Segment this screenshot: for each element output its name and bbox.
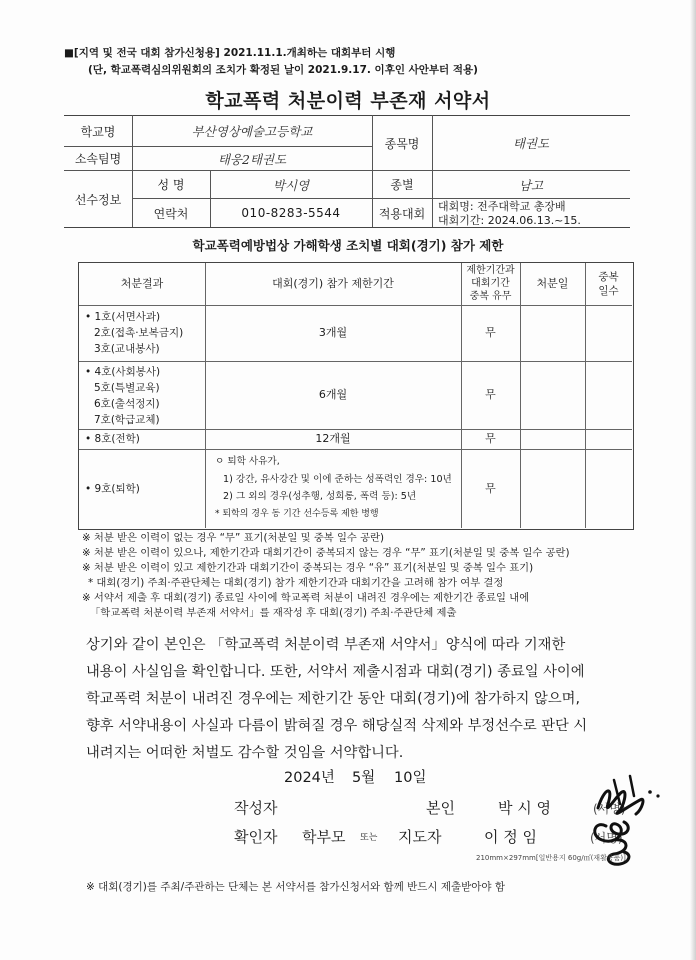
date-day: 10일: [394, 770, 427, 786]
restriction-table: [78, 262, 634, 530]
class-label: 종별: [390, 178, 414, 192]
pledge-line-2: 내용이 사실임을 확인합니다. 또한, 서약서 제출시점과 대회(경기) 종료일 사이에: [86, 664, 585, 680]
header-overlap: 제한기간과 대회기간 중복 유무: [466, 265, 515, 302]
date-year: 2024년: [284, 770, 335, 786]
team-value: 태웅2태권도: [217, 151, 287, 167]
competition-period: 대회기간: 2024.06.13.~15.: [438, 214, 581, 227]
self-label: 본인: [426, 799, 455, 817]
row-3-results: • 8호(전학): [85, 433, 140, 445]
header-result: 처분결과: [120, 277, 164, 290]
self-seal-label: (서명): [593, 802, 626, 816]
header-date: 처분일: [536, 277, 569, 290]
row-2-overlap: 무: [485, 388, 496, 401]
pledge-line-3: 학교폭력 처분이 내려진 경우에는 제한기간 동안 대회(경기)에 참가하지 않으며,: [86, 691, 580, 707]
event-value: 태권도: [512, 136, 550, 151]
footnote-3: ※ 처분 받은 이력이 있고 제한기간과 대회기간이 중복되는 경우 “유” 표기(처분일 및 중복 일수 표기): [82, 562, 534, 574]
contact-label: 연락처: [153, 206, 189, 221]
restriction-subtitle: 학교폭력예방법상 가해학생 조치별 대회(경기) 참가 제한: [192, 238, 504, 253]
paper-spec: 210mm×297mm[일반용지 60g/㎡(재활용품)]: [476, 854, 626, 862]
competition-name: 대회명: 전주대학교 총장배: [438, 200, 566, 213]
row-3-period: 12개월: [315, 432, 351, 445]
bottom-note: ※ 대회(경기)를 주최/주관하는 단체는 본 서약서를 참가신청서와 함께 반드시 제출받아야 함: [86, 881, 506, 893]
parent-label: 학부모: [302, 828, 346, 846]
athlete-info-label: 선수정보: [74, 192, 122, 207]
document-title: 학교폭력 처분이력 부존재 서약서: [205, 90, 491, 112]
pledge-line-1: 상기와 같이 본인은 「학교폭력 처분이력 부존재 서약서」양식에 따라 기재한: [86, 637, 566, 653]
row-1-period: 3개월: [318, 326, 348, 339]
confirm-label: 확인자: [234, 828, 278, 846]
row-4-detail: ㅇ 퇴학 사유가, 1) 강간, 유사강간 및 이에 준하는 성폭력인 경우: 10년 2) 그 외의 경우(성추행, 성희롱, 폭력 등): 5년 * 퇴학의 경우 동 기간 선수등록 제한 병행: [215, 456, 452, 519]
page-edge-shadow: [690, 0, 696, 960]
footnote-2: ※ 처분 받은 이력이 있으나, 제한기간과 대회기간이 중복되지 않는 경우 “무” 표기(처분일 및 중복 일수 공란): [82, 547, 570, 559]
footnote-1: ※ 처분 받은 이력이 없는 경우 “무” 표기(처분일 및 중복 일수 공란): [82, 532, 385, 544]
row-1-overlap: 무: [485, 326, 496, 339]
coach-name: 이 정 임: [484, 828, 538, 846]
school-value: 부산영상예술고등학교: [191, 124, 313, 139]
row-4-results: • 9호(퇴학): [85, 483, 140, 495]
pledge-line-5: 내려지는 어떠한 처벌도 감수할 것임을 서약합니다.: [86, 745, 404, 761]
school-label: 학교명: [80, 124, 116, 139]
coach-label: 지도자: [398, 828, 442, 846]
row-2-period: 6개월: [318, 388, 348, 401]
note-line-1: ■[지역 및 전국 대회 참가신청용] 2021.11.1.개최하는 대회부터 시행: [64, 47, 396, 59]
contact-value: 010-8283-5544: [241, 206, 341, 220]
row-3-overlap: 무: [485, 432, 496, 445]
name-label: 성 명: [157, 178, 185, 192]
note-line-2: (단, 학교폭력심의위원회의 조치가 확정된 날이 2021.9.17. 이후인 사안부터 적용): [88, 64, 478, 76]
row-4-overlap: 무: [485, 482, 496, 495]
coach-seal-label: (서명): [590, 831, 623, 845]
row-2-results: • 4호(사회봉사) 5호(특별교육) 6호(출석정지) 7호(학급교체): [85, 366, 161, 426]
pledge-line-4: 향후 서약내용이 사실과 다름이 밝혀질 경우 해당실적 삭제와 부정선수로 판단 시: [86, 718, 588, 734]
self-name: 박 시 영: [498, 799, 552, 817]
footnote-5: ※ 서약서 제출 후 대회(경기) 종료일 사이에 학교폭력 처분이 내려진 경우에는 제한기간 종료일 내에: [82, 592, 530, 604]
header-days: 중복 일수: [598, 271, 619, 297]
footnote-4: * 대회(경기) 주최·주관단체는 대회(경기) 참가 제한기간과 대회기간을 고려해 참가 여부 결정: [88, 577, 504, 589]
header-period: 대회(경기) 참가 제한기간: [272, 277, 394, 290]
competition-label: 적용대회: [378, 206, 426, 221]
event-label: 종목명: [384, 136, 420, 151]
date-month: 5월: [352, 770, 376, 786]
class-value: 남고: [518, 177, 544, 193]
or-label: 또는: [360, 833, 378, 843]
author-label: 작성자: [234, 799, 278, 817]
name-value: 박시영: [272, 177, 310, 193]
footnote-6: 「학교폭력 처분이력 부존재 서약서」를 재작성 후 대회(경기) 주최·주관단체 제출: [90, 607, 457, 619]
team-label: 소속팀명: [74, 152, 122, 166]
row-1-results: • 1호(서면사과) 2호(접촉·보복금지) 3호(교내봉사): [85, 311, 184, 355]
